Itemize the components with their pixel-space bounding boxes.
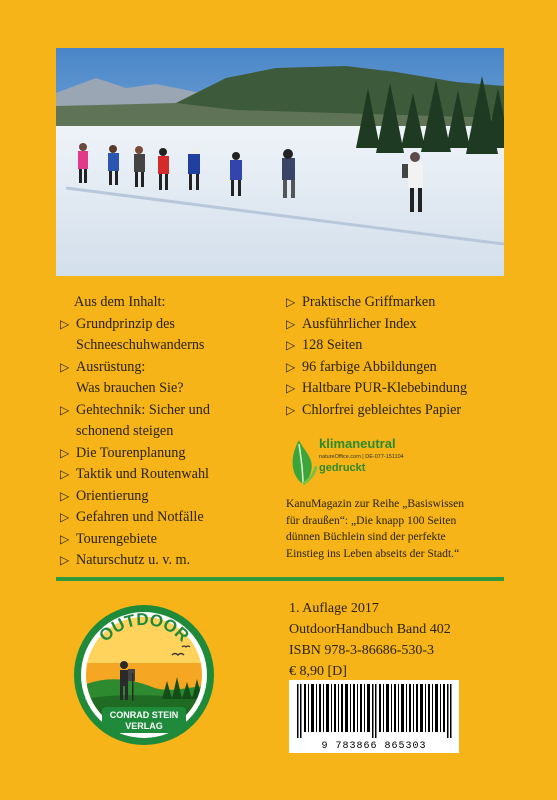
list-item: ▷ Die Tourenplanung <box>60 443 280 465</box>
green-divider <box>56 577 504 581</box>
badge-top-text: OUTDOOR <box>95 609 193 646</box>
triangle-bullet-icon: ▷ <box>60 402 70 417</box>
triangle-bullet-icon: ▷ <box>286 316 296 331</box>
klima-title: klimaneutral <box>319 436 396 451</box>
outdoor-publisher-badge <box>72 603 216 747</box>
edition: 1. Auflage 2017 <box>289 601 379 616</box>
badge-bottom-text-1: CONRAD STEIN <box>109 710 179 720</box>
features-list <box>286 292 516 421</box>
klimaneutral-logo <box>289 432 449 490</box>
triangle-bullet-icon: ▷ <box>286 295 296 309</box>
cover-photo-snowshoe-hikers <box>56 48 504 276</box>
klima-printed: gedruckt <box>319 462 366 474</box>
list-item: ▷ Naturschutz u. v. m. <box>60 550 280 572</box>
triangle-bullet-icon: ▷ <box>60 488 70 503</box>
list-item: ▷ Gefahren und Notfälle <box>60 507 280 529</box>
badge-bottom-text-2: VERLAG <box>125 721 163 731</box>
triangle-bullet-icon: ▷ <box>60 359 70 374</box>
price: € 8,90 [D] <box>289 664 347 679</box>
list-item: ▷ Gehtechnik: Sicher und schonend steigen <box>60 400 280 443</box>
list-item: ▷ Haltbare PUR-Klebebindung <box>286 378 516 400</box>
triangle-bullet-icon: ▷ <box>286 402 296 417</box>
isbn: ISBN 978-3-86686-530-3 <box>289 643 435 658</box>
book-info <box>289 598 451 682</box>
triangle-bullet-icon: ▷ <box>60 467 70 481</box>
leaf-icon <box>289 436 317 486</box>
triangle-bullet-icon: ▷ <box>286 338 296 352</box>
contents-heading: Aus dem Inhalt: <box>74 294 166 310</box>
isbn-barcode <box>289 680 459 753</box>
list-item: ▷ Ausführlicher Index <box>286 314 516 336</box>
list-item: ▷ Taktik und Routenwahl <box>60 464 280 486</box>
barcode-bars <box>295 684 453 738</box>
triangle-bullet-icon: ▷ <box>60 553 70 567</box>
contents-list <box>60 292 280 572</box>
triangle-bullet-icon: ▷ <box>60 445 70 460</box>
klima-subtitle: natureOffice.com | DE-077-151104 <box>319 454 404 460</box>
list-item: ▷ Praktische Griffmarken <box>286 292 516 314</box>
list-item: ▷ 96 farbige Abbildungen <box>286 357 516 379</box>
list-item: ▷ Ausrüstung: Was brauchen Sie? <box>60 357 280 400</box>
list-item: ▷ Grundprinzip des Schneeschuhwanderns <box>60 314 280 357</box>
triangle-bullet-icon: ▷ <box>60 316 70 331</box>
triangle-bullet-icon: ▷ <box>286 359 296 374</box>
list-item: ▷ Orientierung <box>60 486 280 508</box>
triangle-bullet-icon: ▷ <box>60 510 70 524</box>
barcode-number: 9 783866 865303 <box>321 741 427 752</box>
review-quote: KanuMagazin zur Reihe „Basiswissen für draußen“: „Die knapp 100 Seiten dünnen Büchlein sind der perfekte Einstieg ins Leben abseits der Stadt.“ <box>286 497 465 560</box>
series: OutdoorHandbuch Band 402 <box>289 622 451 637</box>
list-item: ▷ Chlorfrei gebleichtes Papier <box>286 400 516 422</box>
list-item: ▷ Tourengebiete <box>60 529 280 551</box>
list-item: ▷ 128 Seiten <box>286 335 516 357</box>
triangle-bullet-icon: ▷ <box>286 381 296 395</box>
triangle-bullet-icon: ▷ <box>60 531 70 546</box>
